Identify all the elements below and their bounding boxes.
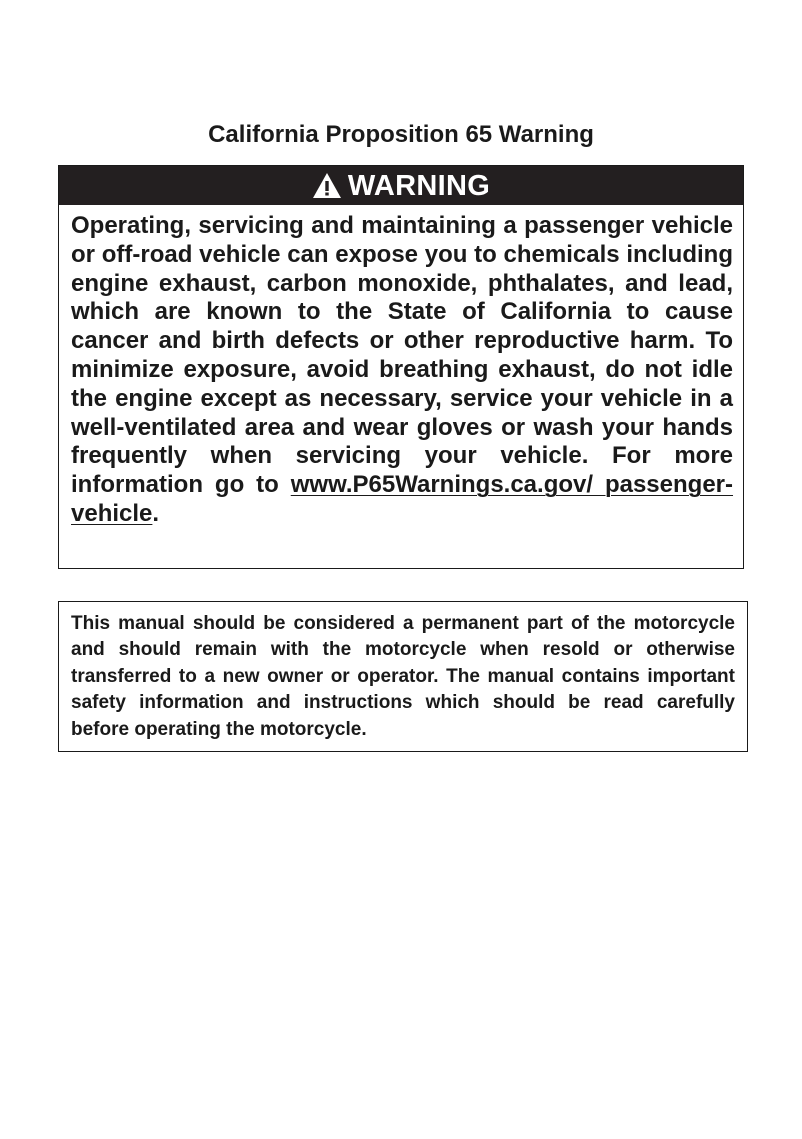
warning-triangle-icon	[312, 172, 342, 199]
warning-header-label: WARNING	[347, 169, 491, 202]
warning-body-main: Operating, servicing and maintaining a passenger vehicle or off-road vehicle can expose you to chemicals including engine exhaust, carbon monoxide, phthalates, and lead, which are known to the State of California to cause cancer and birth defects or other reproductive harm. To minimize exposure, avoid breathing exhaust, do not idle the engine except as necessary, service your vehicle in a well-ventilated area and wear gloves or wash your hands frequently when servicing your vehicle. For more information go to	[71, 212, 733, 499]
page-title: California Proposition 65 Warning	[208, 121, 594, 148]
warning-body-text	[59, 205, 743, 529]
warning-body-end: .	[152, 499, 160, 527]
warning-header	[59, 166, 743, 205]
prop65-warning-box	[58, 165, 744, 569]
p65-warnings-link[interactable]: www.P65Warnings.ca.gov/ passenger-vehicle	[71, 471, 734, 527]
manual-notice-box	[58, 601, 748, 752]
manual-notice-text: This manual should be considered a permanent part of the motorcycle and should remain with the motorcycle when resold or otherwise transferred to a new owner or operator. The manual contains important safety information and instructions which should be read carefully before operating the motorcycle.	[71, 613, 735, 740]
